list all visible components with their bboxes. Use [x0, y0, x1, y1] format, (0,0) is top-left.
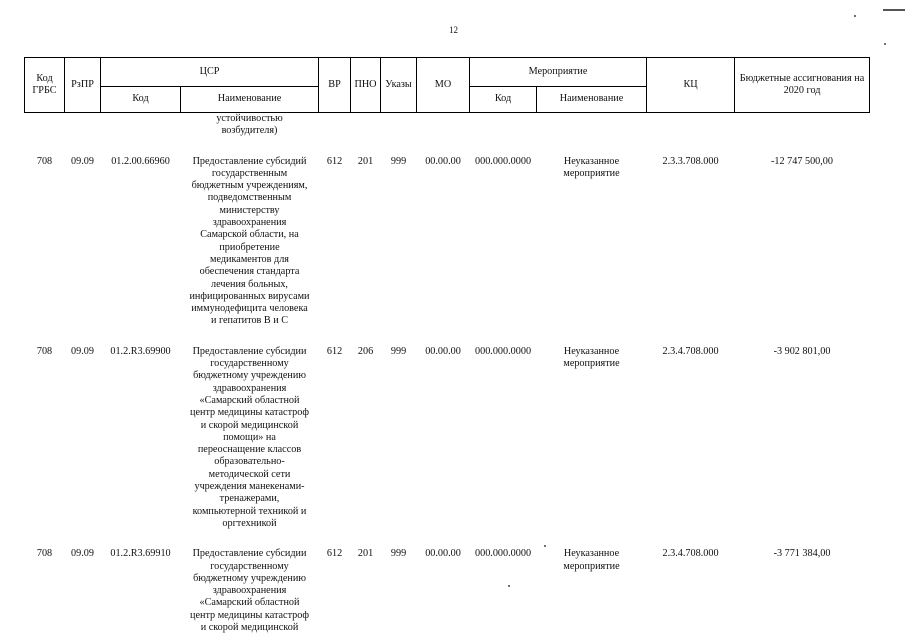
header-mer-kod: Код [470, 87, 537, 113]
header-csr-name: Наименование [181, 87, 319, 113]
scan-dot [854, 15, 856, 17]
cell-csr-name: Предоставление субсидии государственному бюджетному учреждению здравоохранения «Самарский областной центр медицины катастроф и скорой медицинской помощи» на переоснащение классов образовательно- методической сети учреждения манекенами- тренажерами, компьютерной техникой и оргтехникой [190, 345, 309, 529]
header-csr-kod: Код [101, 87, 181, 113]
cell-amount: -12 747 500,00 [771, 155, 833, 167]
cell-mo: 00.00.00 [425, 548, 461, 560]
cell-pno: 206 [357, 345, 374, 357]
cell-mer-kod: 000.000.0000 [475, 155, 532, 167]
cell-csr-kod: 01.2.R3.69900 [110, 345, 171, 357]
cell-vr: 612 [326, 548, 343, 560]
scan-mark [883, 9, 905, 11]
cell-kc: 2.3.4.708.000 [662, 548, 719, 560]
cell-csr-name: Предоставление субсидии государственному бюджетному учреждению здравоохранения «Самарский областной центр медицины катастроф и скорой медицинской [190, 548, 309, 633]
cell-grbs: 708 [36, 155, 53, 167]
cell-rzpr: 09.09 [71, 548, 94, 560]
cell-vr: 612 [326, 345, 343, 357]
cell-mer-name: Неуказанное мероприятие [563, 155, 620, 179]
cell-kc: 2.3.3.708.000 [662, 155, 719, 167]
cell-ukazy: 999 [390, 155, 407, 167]
header-kc: КЦ [647, 58, 735, 113]
budget-table [24, 57, 870, 634]
cell-mer-kod: 000.000.0000 [475, 345, 532, 357]
continuation-row [25, 113, 870, 138]
cell-amount: -3 771 384,00 [773, 548, 831, 560]
cell-mer-name: Неуказанное мероприятие [563, 548, 620, 572]
cell-csr-kod: 01.2.R3.69910 [110, 548, 171, 560]
header-rzpr: РзПР [65, 58, 101, 113]
cell-mo: 00.00.00 [425, 155, 461, 167]
header-pno: ПНО [351, 58, 381, 113]
scan-dot [884, 43, 886, 45]
cell-csr-name: Предоставление субсидий государственным бюджетным учреждениям, подведомственным министерству здравоохранения Самарской области, на приобретение медикаментов для обеспечения стандарта лечения больных, инфицированных вирусами иммунодефицита человека и гепатитов В и С [189, 155, 310, 327]
cell-grbs: 708 [36, 345, 53, 357]
cell-rzpr: 09.09 [71, 155, 94, 167]
cell-ukazy: 999 [390, 345, 407, 357]
header-vr: ВР [319, 58, 351, 113]
header-meropriyatie: Мероприятие [470, 58, 647, 87]
page-number: 12 [449, 25, 458, 35]
cell-csr-kod: 01.2.00.66960 [111, 155, 170, 167]
cell-mer-name: Неуказанное мероприятие [563, 345, 620, 370]
header-csr: ЦСР [101, 58, 319, 87]
cell-ukazy: 999 [390, 548, 407, 560]
cell-amount: -3 902 801,00 [773, 345, 831, 357]
table-row [25, 156, 870, 328]
cell-pno: 201 [357, 155, 374, 167]
table-row [25, 548, 870, 634]
header-mo: МО [417, 58, 470, 113]
header-kod-grbs: Код ГРБС [25, 58, 65, 113]
cell-kc: 2.3.4.708.000 [662, 345, 719, 357]
header-ukazy: Указы [381, 58, 417, 113]
cell-pno: 201 [357, 548, 374, 560]
cell-grbs: 708 [36, 548, 53, 560]
continuation-text: устойчивостью возбудителя) [216, 113, 283, 137]
header-mer-name: Наименование [537, 87, 647, 113]
cell-vr: 612 [326, 155, 343, 167]
cell-mer-kod: 000.000.0000 [475, 548, 532, 560]
cell-rzpr: 09.09 [71, 345, 94, 357]
table-row [25, 346, 870, 530]
header-budget: Бюджетные ассигнования на 2020 год [735, 58, 870, 113]
cell-mo: 00.00.00 [425, 345, 461, 357]
